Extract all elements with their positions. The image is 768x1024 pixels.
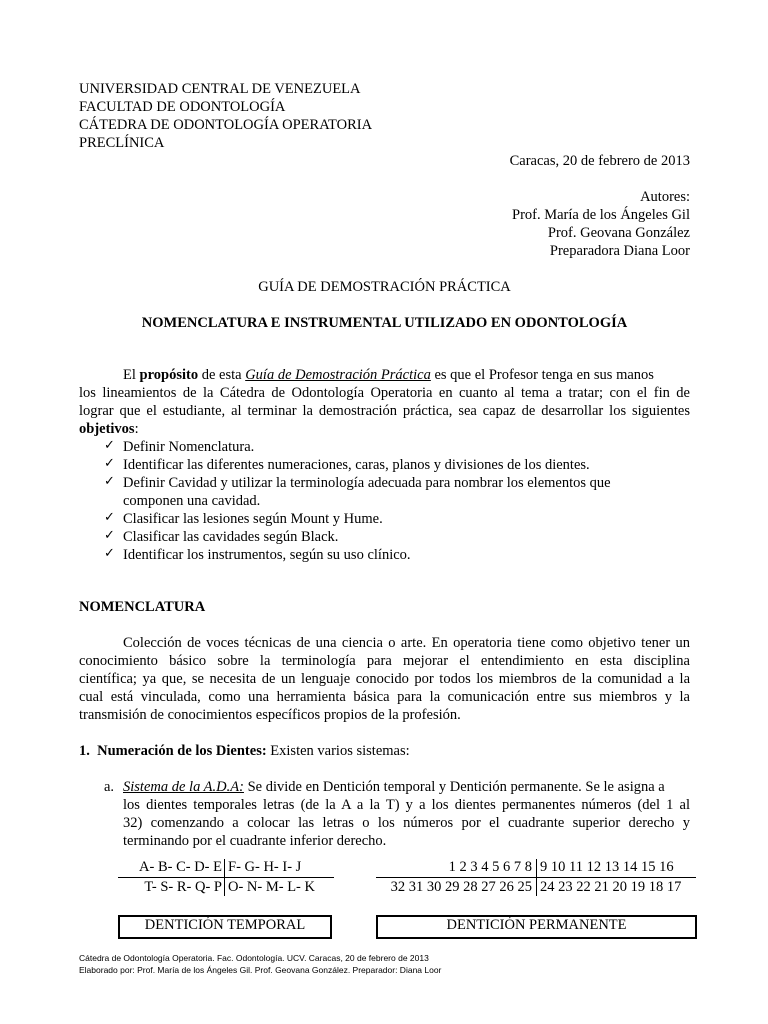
footer-line-2: Elaborado por: Prof. María de los Ángeles Gil. Prof. Geovana González. Preparador: Diana Loor bbox=[79, 965, 442, 975]
section-heading-nomenclatura: NOMENCLATURA bbox=[79, 599, 206, 615]
author-3: Preparadora Diana Loor bbox=[549, 243, 690, 259]
intro-objetivos: objetivos bbox=[79, 421, 135, 437]
item-a-line-1 bbox=[123, 778, 690, 796]
author-2: Prof. Geovana González bbox=[547, 225, 690, 241]
author-1: Prof. María de los Ángeles Gil bbox=[512, 207, 690, 223]
item-a-line-2: los dientes temporales letras (de la A a la T) y a los dientes permanentes números (del 1 al bbox=[123, 797, 690, 813]
intro-line-2: los lineamientos de la Cátedra de Odontología Operatoria en cuanto al tema a tratar; con el fin de bbox=[79, 385, 690, 401]
intro-line-3: lograr que el estudiante, al terminar la demostración práctica, sea capaz de desarrollar los siguientes bbox=[79, 403, 690, 419]
item-a-system-name: Sistema de la A.D.A: bbox=[123, 779, 244, 795]
nomenclatura-line: cual está vinculada, como una herramienta básica para la comunicación entre sus miembros y la bbox=[79, 689, 690, 705]
permanent-dentition-chart bbox=[376, 858, 696, 898]
objective-item: Clasificar las cavidades según Black. bbox=[123, 529, 339, 545]
header-faculty: FACULTAD DE ODONTOLOGÍA bbox=[79, 99, 286, 115]
header-department: CÁTEDRA DE ODONTOLOGÍA OPERATORIA bbox=[79, 117, 373, 133]
intro-proposito: propósito bbox=[139, 367, 199, 383]
temporal-dentition-label: DENTICIÓN TEMPORAL bbox=[118, 915, 332, 939]
checkmark-icon: ✓ bbox=[104, 546, 115, 561]
permanent-dentition-label: DENTICIÓN PERMANENTE bbox=[376, 915, 697, 939]
nomenclatura-line: conocimiento básico sobre la terminología para mejorar el entendimiento en esta disciplina bbox=[79, 653, 690, 669]
header-subject: PRECLÍNICA bbox=[79, 135, 165, 151]
main-title: NOMENCLATURA E INSTRUMENTAL UTILIZADO EN ODONTOLOGÍA bbox=[141, 315, 628, 331]
section-1-number: 1. bbox=[79, 743, 90, 759]
intro-line-4 bbox=[79, 420, 139, 438]
permanent-upper-right-quadrant: 1 2 3 4 5 6 7 8 bbox=[448, 859, 532, 875]
intro-text: es que el Profesor tenga en sus manos bbox=[430, 367, 654, 383]
checkmark-icon: ✓ bbox=[104, 474, 115, 489]
intro-line-1 bbox=[123, 366, 654, 384]
temporal-vertical-divider bbox=[224, 859, 225, 896]
nomenclatura-line: Colección de voces técnicas de una ciencia o arte. En operatoria tiene como objetivo tener un bbox=[123, 635, 690, 651]
temporal-dentition-chart bbox=[118, 858, 334, 898]
objective-item: Identificar los instrumentos, según su uso clínico. bbox=[123, 547, 411, 563]
section-1-title: Numeración de los Dientes: bbox=[97, 743, 267, 759]
temporal-upper-left-quadrant: F- G- H- I- J bbox=[228, 859, 302, 875]
temporal-lower-left-quadrant: O- N- M- L- K bbox=[228, 879, 315, 895]
item-a-line-4: terminando por el cuadrante inferior derecho. bbox=[123, 833, 387, 849]
permanent-vertical-divider bbox=[536, 859, 537, 896]
objective-item-continuation: componen una cavidad. bbox=[123, 493, 261, 509]
nomenclatura-line: científica; ya que, se necesita de un lenguaje conocido por todos los miembros de la comunidad a la bbox=[79, 671, 690, 687]
checkmark-icon: ✓ bbox=[104, 528, 115, 543]
header-university: UNIVERSIDAD CENTRAL DE VENEZUELA bbox=[79, 81, 361, 97]
temporal-horizontal-divider bbox=[118, 877, 334, 878]
checkmark-icon: ✓ bbox=[104, 510, 115, 525]
objective-item: Definir Cavidad y utilizar la terminología adecuada para nombrar los elementos que bbox=[123, 475, 611, 491]
permanent-lower-right-quadrant: 32 31 30 29 28 27 26 25 bbox=[390, 879, 532, 895]
document-date: Caracas, 20 de febrero de 2013 bbox=[509, 153, 690, 169]
intro-guide-name: Guía de Demostración Práctica bbox=[245, 367, 431, 383]
section-1-text: Existen varios sistemas: bbox=[266, 743, 410, 759]
objective-item: Clasificar las lesiones según Mount y Hume. bbox=[123, 511, 383, 527]
checkmark-icon: ✓ bbox=[104, 438, 115, 453]
section-1-heading bbox=[79, 742, 410, 760]
objective-item: Definir Nomenclatura. bbox=[123, 439, 255, 455]
permanent-upper-left-quadrant: 9 10 11 12 13 14 15 16 bbox=[540, 859, 674, 875]
guide-title: GUÍA DE DEMOSTRACIÓN PRÁCTICA bbox=[258, 279, 511, 295]
checkmark-icon: ✓ bbox=[104, 456, 115, 471]
authors-label: Autores: bbox=[640, 189, 690, 205]
footer-line-1: Cátedra de Odontología Operatoria. Fac. Odontología. UCV. Caracas, 20 de febrero de 2013 bbox=[79, 953, 429, 963]
item-a-line-3: 32) comenzando a colocar las letras o los números por el cuadrante superior derecho y bbox=[123, 815, 690, 831]
item-a-letter: a. bbox=[104, 779, 115, 795]
intro-text: El bbox=[123, 367, 140, 383]
item-a-text: Se divide en Dentición temporal y Dentición permanente. Se le asigna a bbox=[243, 779, 665, 795]
nomenclatura-line: transmisión de conocimientos específicos propios de la profesión. bbox=[79, 707, 461, 723]
permanent-lower-left-quadrant: 24 23 22 21 20 19 18 17 bbox=[540, 879, 682, 895]
temporal-lower-right-quadrant: T- S- R- Q- P bbox=[144, 879, 222, 895]
intro-colon: : bbox=[134, 421, 139, 437]
intro-text: de esta bbox=[198, 367, 246, 383]
temporal-upper-right-quadrant: A- B- C- D- E bbox=[139, 859, 222, 875]
objective-item: Identificar las diferentes numeraciones, caras, planos y divisiones de los dientes. bbox=[123, 457, 590, 473]
